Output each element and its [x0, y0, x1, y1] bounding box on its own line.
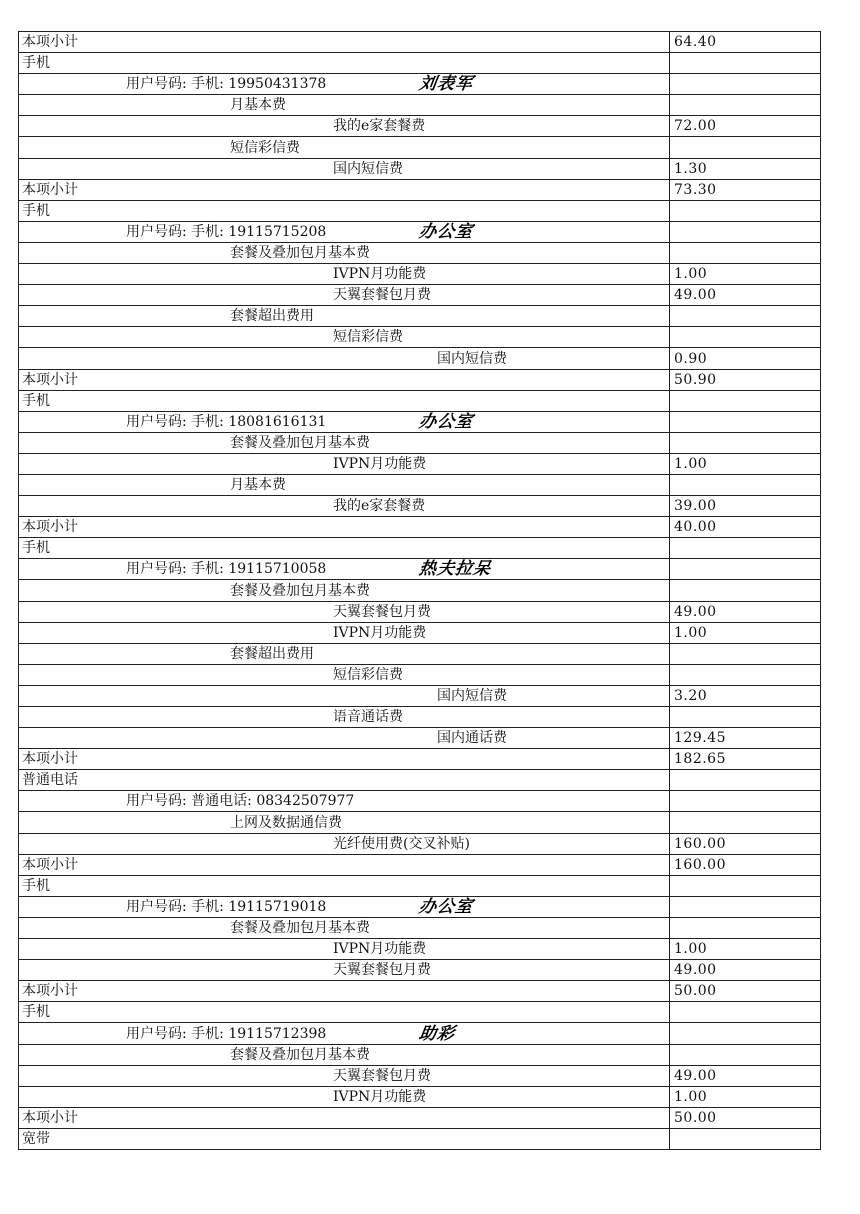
amount-cell [670, 643, 821, 664]
amount-cell [670, 74, 821, 95]
item-cell [19, 1023, 670, 1044]
table-row [19, 1128, 821, 1149]
table-row [19, 1002, 821, 1023]
amount-cell [670, 896, 821, 917]
table-row [19, 854, 821, 875]
amount-cell: 0.90 [670, 348, 821, 369]
item-cell [19, 875, 670, 896]
item-label: IVPN月功能费 [333, 455, 427, 472]
item-cell [19, 791, 670, 812]
item-label: 套餐及叠加包月基本费 [230, 920, 370, 937]
item-label: 套餐及叠加包月基本费 [230, 434, 370, 451]
item-cell [19, 728, 670, 749]
item-label: 手机 [22, 877, 50, 894]
table-row [19, 896, 821, 917]
amount-cell [670, 559, 821, 580]
item-label: 宽带 [22, 1130, 50, 1147]
item-cell [19, 622, 670, 643]
item-label: 用户号码: 普通电话: 08342507977 [126, 793, 355, 810]
item-label: 普通电话 [22, 772, 78, 789]
item-label: 用户号码: 手机: 19115710058 [126, 561, 327, 578]
item-label: 我的e家套餐费 [333, 498, 426, 515]
item-label: 用户号码: 手机: 19115712398 [126, 1025, 327, 1042]
item-cell [19, 53, 670, 74]
table-row [19, 728, 821, 749]
item-cell [19, 601, 670, 622]
item-label: 手机 [22, 392, 50, 409]
item-cell [19, 453, 670, 474]
item-cell [19, 939, 670, 960]
table-row [19, 32, 821, 53]
amount-cell [670, 95, 821, 116]
table-row [19, 622, 821, 643]
amount-cell [670, 580, 821, 601]
item-label: 手机 [22, 1004, 50, 1021]
item-label: 本项小计 [22, 983, 78, 1000]
item-label: 用户号码: 手机: 18081616131 [126, 413, 327, 430]
table-row [19, 116, 821, 137]
table-row [19, 939, 821, 960]
item-cell [19, 390, 670, 411]
item-cell [19, 685, 670, 706]
item-cell [19, 32, 670, 53]
item-cell [19, 474, 670, 495]
item-cell [19, 1065, 670, 1086]
item-cell [19, 221, 670, 242]
item-cell [19, 200, 670, 221]
amount-cell [670, 327, 821, 348]
item-label: 月基本费 [230, 477, 286, 494]
table-row [19, 348, 821, 369]
item-cell [19, 327, 670, 348]
table-row [19, 538, 821, 559]
table-row [19, 960, 821, 981]
table-row [19, 812, 821, 833]
table-row [19, 453, 821, 474]
table-row [19, 158, 821, 179]
amount-cell: 50.90 [670, 369, 821, 390]
table-row [19, 264, 821, 285]
amount-cell [670, 242, 821, 263]
amount-cell: 160.00 [670, 854, 821, 875]
amount-cell: 49.00 [670, 601, 821, 622]
table-row [19, 496, 821, 517]
amount-cell [670, 306, 821, 327]
table-row [19, 327, 821, 348]
amount-cell [670, 1002, 821, 1023]
item-cell [19, 242, 670, 263]
item-label: 本项小计 [22, 181, 78, 198]
handwritten-note: 热夫拉呆 [417, 559, 493, 580]
item-cell [19, 369, 670, 390]
item-cell [19, 917, 670, 938]
item-label: 本项小计 [22, 371, 78, 388]
item-label: 套餐及叠加包月基本费 [230, 1046, 370, 1063]
item-cell [19, 1002, 670, 1023]
amount-cell [670, 1128, 821, 1149]
item-label: 上网及数据通信费 [230, 814, 342, 831]
billing-detail-body [19, 32, 821, 1150]
item-label: 本项小计 [22, 34, 78, 51]
table-row [19, 559, 821, 580]
table-row [19, 770, 821, 791]
amount-cell [670, 1044, 821, 1065]
item-label: 国内短信费 [437, 688, 507, 704]
amount-cell [670, 474, 821, 495]
table-row [19, 685, 821, 706]
amount-cell [670, 917, 821, 938]
item-label: 用户号码: 手机: 19950431378 [126, 76, 327, 93]
handwritten-note: 办公室 [417, 896, 475, 917]
item-label: 本项小计 [22, 1109, 78, 1126]
table-row [19, 707, 821, 728]
item-label: 天翼套餐包月费 [333, 287, 431, 304]
amount-cell [670, 1023, 821, 1044]
amount-cell: 1.00 [670, 622, 821, 643]
item-cell [19, 1128, 670, 1149]
table-row [19, 664, 821, 685]
amount-cell: 64.40 [670, 32, 821, 53]
item-cell [19, 348, 670, 369]
amount-cell [670, 53, 821, 74]
item-label: 本项小计 [22, 519, 78, 536]
item-label: 短信彩信费 [230, 139, 300, 156]
amount-cell: 49.00 [670, 960, 821, 981]
item-cell [19, 158, 670, 179]
item-label: IVPN月功能费 [333, 266, 427, 283]
amount-cell: 1.00 [670, 453, 821, 474]
item-label: 语音通话费 [333, 709, 403, 726]
amount-cell: 1.00 [670, 1086, 821, 1107]
item-label: IVPN月功能费 [333, 941, 427, 958]
amount-cell: 39.00 [670, 496, 821, 517]
table-row [19, 833, 821, 854]
amount-cell: 50.00 [670, 1107, 821, 1128]
item-label: 天翼套餐包月费 [333, 962, 431, 979]
table-row [19, 517, 821, 538]
amount-cell [670, 875, 821, 896]
amount-cell [670, 791, 821, 812]
amount-cell: 49.00 [670, 1065, 821, 1086]
item-label: 光纤使用费(交叉补贴) [333, 835, 470, 852]
item-label: 国内短信费 [333, 160, 403, 177]
amount-cell: 1.00 [670, 939, 821, 960]
item-label: 本项小计 [22, 856, 78, 873]
table-row [19, 1044, 821, 1065]
item-label: 用户号码: 手机: 19115715208 [126, 223, 327, 240]
table-row [19, 580, 821, 601]
item-cell [19, 1107, 670, 1128]
item-cell [19, 960, 670, 981]
table-row [19, 411, 821, 432]
table-row [19, 1107, 821, 1128]
amount-cell [670, 390, 821, 411]
amount-cell: 40.00 [670, 517, 821, 538]
handwritten-note: 办公室 [417, 411, 475, 432]
table-row [19, 306, 821, 327]
amount-cell [670, 432, 821, 453]
amount-cell: 50.00 [670, 981, 821, 1002]
amount-cell: 1.30 [670, 158, 821, 179]
table-row [19, 1065, 821, 1086]
item-cell [19, 833, 670, 854]
item-cell [19, 538, 670, 559]
table-row [19, 137, 821, 158]
amount-cell: 73.30 [670, 179, 821, 200]
item-cell [19, 74, 670, 95]
item-label: 天翼套餐包月费 [333, 1067, 431, 1084]
table-row [19, 221, 821, 242]
handwritten-note: 办公室 [417, 221, 475, 242]
amount-cell [670, 411, 821, 432]
item-label: IVPN月功能费 [333, 624, 427, 641]
item-label: 国内通话费 [437, 730, 507, 747]
item-label: 我的e家套餐费 [333, 118, 426, 135]
table-row [19, 981, 821, 1002]
item-cell [19, 1044, 670, 1065]
amount-cell: 49.00 [670, 285, 821, 306]
item-cell [19, 707, 670, 728]
table-row [19, 369, 821, 390]
table-row [19, 643, 821, 664]
item-cell [19, 137, 670, 158]
item-cell [19, 517, 670, 538]
table-row [19, 791, 821, 812]
item-label: 套餐超出费用 [230, 308, 314, 325]
item-cell [19, 896, 670, 917]
amount-cell: 129.45 [670, 728, 821, 749]
table-row [19, 1023, 821, 1044]
item-label: 套餐超出费用 [230, 645, 314, 662]
amount-cell [670, 200, 821, 221]
billing-detail-table [18, 31, 821, 1150]
item-label: IVPN月功能费 [333, 1088, 427, 1105]
amount-cell [670, 812, 821, 833]
item-cell [19, 559, 670, 580]
amount-cell [670, 707, 821, 728]
item-cell [19, 285, 670, 306]
table-row [19, 474, 821, 495]
table-row [19, 601, 821, 622]
amount-cell [670, 770, 821, 791]
item-cell [19, 411, 670, 432]
table-row [19, 1086, 821, 1107]
item-cell [19, 306, 670, 327]
item-label: 天翼套餐包月费 [333, 603, 431, 620]
table-row [19, 432, 821, 453]
item-cell [19, 179, 670, 200]
table-row [19, 917, 821, 938]
table-row [19, 95, 821, 116]
table-row [19, 179, 821, 200]
table-row [19, 53, 821, 74]
amount-cell: 3.20 [670, 685, 821, 706]
amount-cell [670, 137, 821, 158]
item-cell [19, 432, 670, 453]
item-cell [19, 580, 670, 601]
item-cell [19, 749, 670, 770]
item-label: 手机 [22, 55, 50, 72]
item-label: 短信彩信费 [333, 329, 403, 346]
item-label: 本项小计 [22, 751, 78, 768]
table-row [19, 74, 821, 95]
table-row [19, 875, 821, 896]
amount-cell: 182.65 [670, 749, 821, 770]
amount-cell: 160.00 [670, 833, 821, 854]
item-cell [19, 496, 670, 517]
item-cell [19, 981, 670, 1002]
item-cell [19, 264, 670, 285]
item-cell [19, 812, 670, 833]
amount-cell [670, 664, 821, 685]
table-row [19, 285, 821, 306]
item-cell [19, 770, 670, 791]
item-label: 国内短信费 [437, 350, 507, 367]
table-row [19, 200, 821, 221]
item-label: 套餐及叠加包月基本费 [230, 245, 370, 262]
item-label: 手机 [22, 202, 50, 219]
table-row [19, 749, 821, 770]
handwritten-note: 刘表军 [417, 74, 475, 95]
item-cell [19, 116, 670, 137]
table-row [19, 390, 821, 411]
item-label: 短信彩信费 [333, 666, 403, 683]
amount-cell [670, 538, 821, 559]
item-label: 月基本费 [230, 97, 286, 114]
table-row [19, 242, 821, 263]
handwritten-note: 助彩 [417, 1023, 457, 1044]
item-cell [19, 664, 670, 685]
item-cell [19, 643, 670, 664]
amount-cell: 1.00 [670, 264, 821, 285]
item-cell [19, 1086, 670, 1107]
item-label: 用户号码: 手机: 19115719018 [126, 898, 327, 915]
amount-cell: 72.00 [670, 116, 821, 137]
item-cell [19, 95, 670, 116]
item-label: 套餐及叠加包月基本费 [230, 582, 370, 599]
amount-cell [670, 221, 821, 242]
item-cell [19, 854, 670, 875]
item-label: 手机 [22, 540, 50, 557]
